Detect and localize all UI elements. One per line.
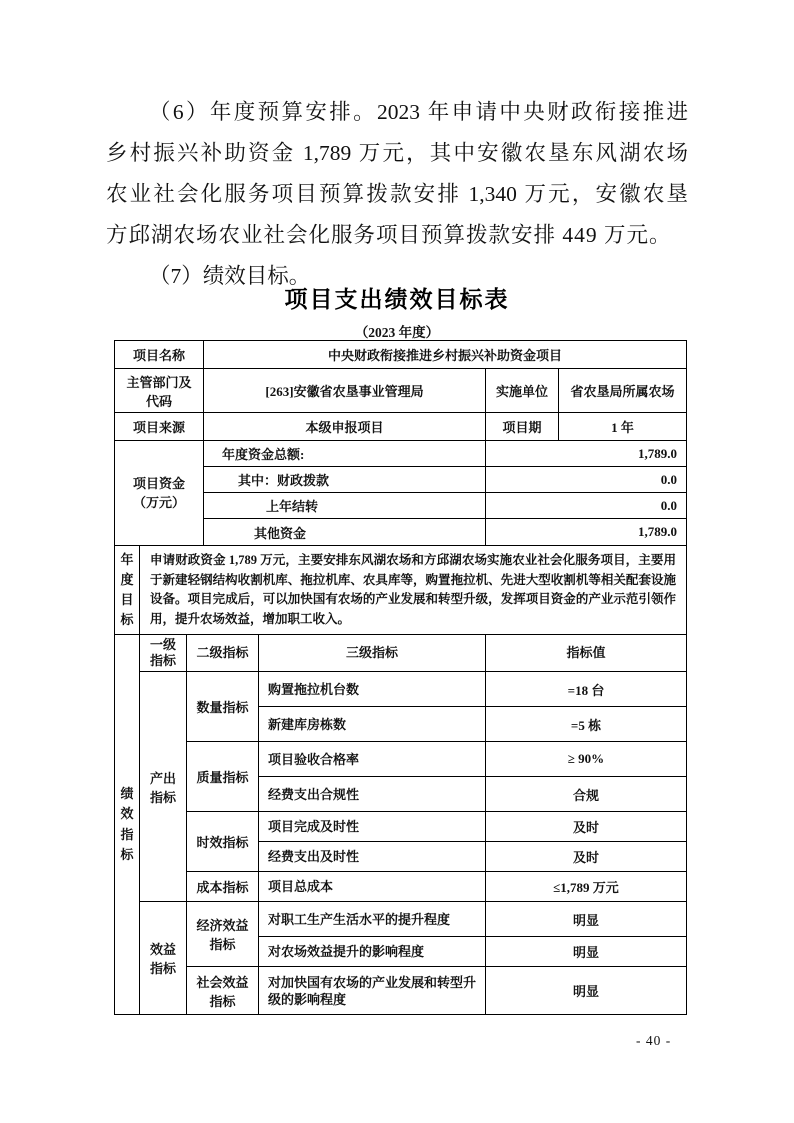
dept-label: 主管部门及代码 [115,369,204,413]
fund-row-name: 其中：财政拨款 [204,467,486,493]
level2-quality: 质量指标 [187,742,259,812]
indicator-value: 及时 [486,842,687,872]
indicator-value: 明显 [486,902,687,937]
dept-value: [263]安徽省农垦事业管理局 [204,369,486,413]
level2-economic: 经济效益指标 [187,902,259,967]
annual-goal-table [114,545,687,635]
project-name-label: 项目名称 [115,341,204,369]
indicator-name: 新建库房栋数 [259,707,486,742]
header-level3: 三级指标 [259,635,486,672]
indicator-name: 对职工生产生活水平的提升程度 [259,902,486,937]
fund-row-value: 0.0 [486,467,687,493]
project-info-table [114,340,687,546]
funds-label-cell [115,441,204,546]
indicator-name: 项目总成本 [259,872,486,902]
page-number: - 40 - [636,1033,672,1048]
fund-row-name: 其他资金 [204,519,486,546]
indicator-name: 经费支出合规性 [259,777,486,812]
indicator-value: =18 台 [486,672,687,707]
indicator-name: 经费支出及时性 [259,842,486,872]
indicator-name: 项目完成及时性 [259,812,486,842]
header-level2: 二级指标 [187,635,259,672]
indicator-name: 对农场效益提升的影响程度 [259,937,486,967]
indicator-value: ≤1,789 万元 [486,872,687,902]
indicator-value: ≥ 90% [486,742,687,777]
level2-timeliness: 时效指标 [187,812,259,872]
indicator-name: 购置拖拉机台数 [259,672,486,707]
impl-unit-value: 省农垦局所属农场 [559,369,687,413]
intro-line: 乡村振兴补助资金 1,789 万元，其中安徽农垦东风湖农场 [106,141,688,165]
source-label: 项目来源 [115,413,204,441]
header-level1: 一级指标 [140,635,187,672]
period-label: 项目期 [486,413,559,441]
annual-goal-text: 申请财政资金 1,789 万元，主要安排东风湖农场和方邱湖农场实施农业社会化服务项目，主要用于新建轻钢结构收割机库、拖拉机库、农具库等，购置拖拉机、先进大型收割机等相关配套设施设备。项目完成后，可以加快国有农场的产业发展和转型升级，发挥项目资金的产业示范引领作用，提升农场效益，增加职工收入。 [140,546,687,635]
fund-row-value: 1,789.0 [486,441,687,467]
annual-goal-label-cell [115,546,140,635]
intro-line: 农业社会化服务项目预算拨款安排 1,340 万元，安徽农垦 [106,182,688,206]
source-value: 本级申报项目 [204,413,486,441]
header-value: 指标值 [486,635,687,672]
level1-output: 产出指标 [140,672,187,902]
fund-row-value: 0.0 [486,493,687,519]
indicator-value: 及时 [486,812,687,842]
annual-goal-label: 年度目标 [120,551,134,628]
fund-row-value: 1,789.0 [486,519,687,546]
impl-unit-label: 实施单位 [486,369,559,413]
intro-line: （6）年度预算安排。2023 年申请中央财政衔接推进 [149,100,688,124]
funds-label: 项目资金（万元） [133,475,186,510]
indicator-name: 项目验收合格率 [259,742,486,777]
level2-social: 社会效益指标 [187,967,259,1015]
level2-cost: 成本指标 [187,872,259,902]
intro-line: （7）绩效目标。 [149,264,311,288]
level2-quantity: 数量指标 [187,672,259,742]
indicator-value: =5 栋 [486,707,687,742]
intro-paragraph [106,92,688,297]
indicators-left-label: 绩效指标 [120,786,134,862]
indicator-value: 明显 [486,937,687,967]
indicator-value: 合规 [486,777,687,812]
indicator-name: 对加快国有农场的产业发展和转型升级的影响程度 [259,967,486,1015]
performance-target-table [114,340,686,1015]
project-name-value: 中央财政衔接推进乡村振兴补助资金项目 [204,341,687,369]
period-value: 1 年 [559,413,687,441]
level1-benefit: 效益指标 [140,902,187,1015]
fund-row-name: 年度资金总额: [204,441,486,467]
table-title: 项目支出绩效目标表 [284,287,510,313]
indicators-table [114,634,687,1015]
fund-row-name: 上年结转 [204,493,486,519]
indicators-left-label-cell [115,635,140,1015]
intro-line: 方邱湖农场农业社会化服务项目预算拨款安排 449 万元。 [106,223,672,247]
table-subtitle: （2023 年度） [354,325,440,340]
indicator-value: 明显 [486,967,687,1015]
